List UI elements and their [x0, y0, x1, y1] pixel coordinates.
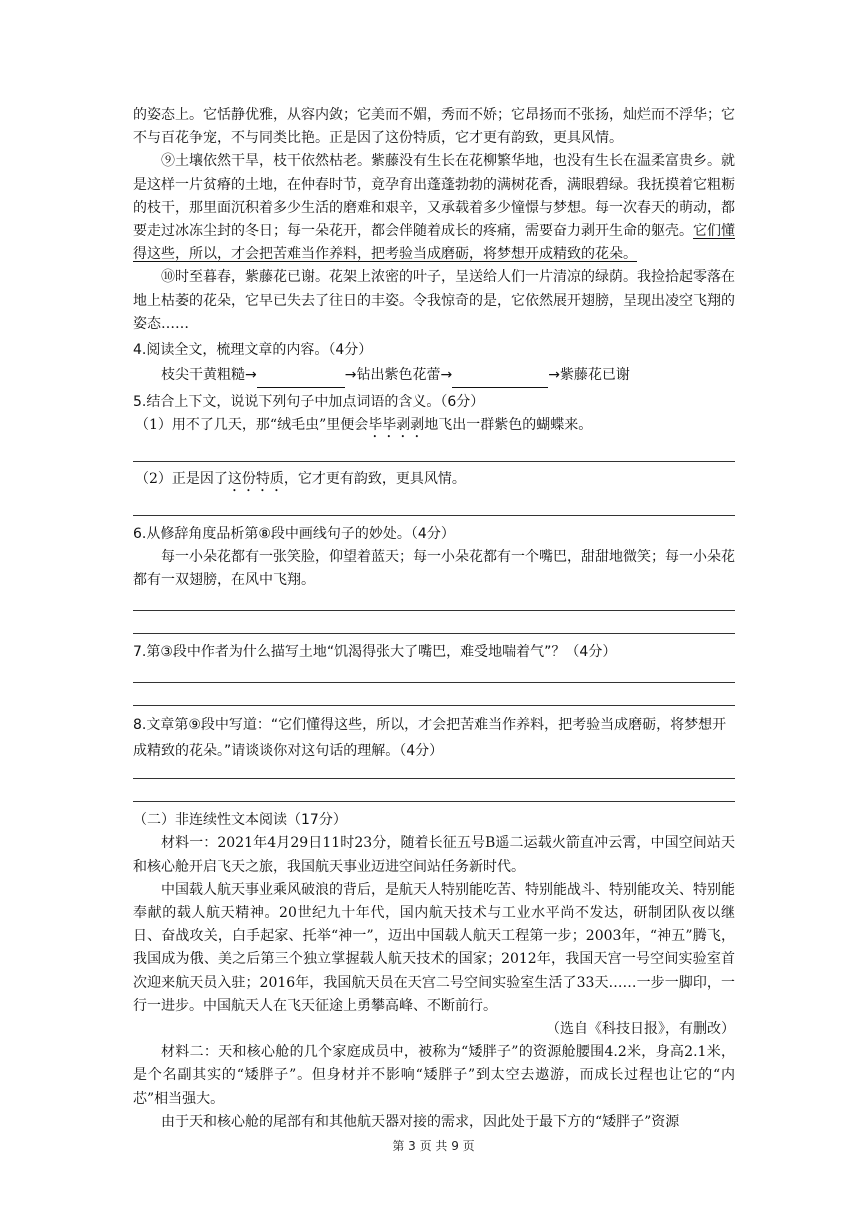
flow-step-3: 紫藤花已谢 — [559, 367, 630, 384]
question-5-2 — [133, 468, 735, 495]
answer-line[interactable] — [133, 764, 735, 779]
flow-step-2: 钻出紫色花蕾 — [356, 367, 441, 384]
question-4: 4.阅读全文，梳理文章的内容。（4分） — [133, 342, 373, 359]
material-2: 材料二：天和核心舱的几个家庭成员中，被称为“矮胖子”的资源舱腰围4.2米，身高2.1米，是个名副其实的“矮胖子”。但身材并不影响“矮胖子”到太空去遨游，而成长过程也让它的“内芯”相当强大。 — [133, 1044, 735, 1107]
page-content — [133, 104, 735, 1134]
answer-line[interactable] — [133, 664, 735, 683]
answer-line[interactable] — [133, 611, 735, 634]
question-6-quote: 每一小朵花都有一张笑脸，仰望着蓝天；每一小朵花都有一个嘴巴，甜甜地微笑；每一小朵花都有一双翅膀，在风中飞翔。 — [133, 549, 735, 589]
question-7: 7.第③段中作者为什么描写土地“饥渴得张大了嘴巴，难受地喘着气”？（4分） — [133, 644, 617, 661]
answer-line[interactable] — [133, 683, 735, 706]
answer-line[interactable] — [133, 441, 735, 462]
q5-2-dotted-word: 这份特质 — [227, 471, 284, 488]
flow-blank-1[interactable] — [257, 369, 345, 388]
material-1-body: 中国载人航天事业乘风破浪的背后，是航天人特别能吃苦、特别能战斗、特别能攻关、特别能奉献的载人航天精神。20世纪九十年代，国内航天技术与工业水平尚不发达，研制团队夜以继日、奋战攻关，白手起家、托举“神一”，迈出中国载人航天工程第一步；2003年，“神五”腾飞，我国成为俄、美之后第三个独立掌握载人航天技术的国家；2012年，我国天宫一号空间实验室首次迎来航天员入驻；2016年，我国航天员在天宫二号空间实验室生活了33天……一步一脚印，一行一进步。中国航天人在飞天征途上勇攀高峰、不断前行。 — [133, 881, 735, 1014]
material-2-body: 由于天和核心舱的尾部有和其他航天器对接的需求，因此处于最下方的“矮胖子”资源 — [161, 1113, 680, 1130]
section-2-title: （二）非连续性文本阅读（17分） — [133, 812, 347, 829]
content-flow-chart — [133, 362, 735, 388]
paragraph-8-end: 的姿态上。它恬静优雅，从容内敛；它美而不媚，秀而不娇；它昂扬而不张扬，灿烂而不浮华；它不与百花争宠，不与同类比艳。正是因了这份特质，它才更有韵致，更具风情。 — [133, 107, 735, 147]
paragraph-9-text: ⑨土壤依然干旱，枝干依然枯老。紫藤没有生长在花柳繁华地，也没有生长在温柔富贵乡。就是这样一片贫瘠的土地，在仲春时节，竟孕育出蓬蓬勃勃的满树花香，满眼碧绿。我抚摸着它粗粝的枝干，那里面沉积着多少生活的磨难和艰辛，又承载着多少憧憬与梦想。每一次春天的萌动，都要走过冰冻尘封的冬日；每一朵花开，都会伴随着成长的疼痛，需要奋力剥开生命的躯壳。 — [133, 153, 735, 240]
question-6: 6.从修辞角度品析第⑧段中画线句子的妙处。（4分） — [133, 526, 455, 543]
question-8: 8.文章第⑨段中写道：“它们懂得这些，所以，才会把苦难当作养料，把考验当成磨砺，将梦想开成精致的花朵。”请谈谈你对这句话的理解。（4分） — [133, 717, 727, 760]
answer-line[interactable] — [133, 592, 735, 611]
paragraph-10: ⑩时至暮春，紫藤花已谢。花架上浓密的叶子，呈送给人们一片清凉的绿荫。我捡拾起零落在地上枯萎的花朵，它早已失去了往日的丰姿。令我惊奇的是，它依然展开翅膀，呈现出凌空飞翔的姿态…… — [133, 269, 735, 332]
material-1-source: （选自《科技日报》，有删改） — [546, 1021, 735, 1038]
arrow-icon: → — [440, 367, 453, 384]
q5-1-dotted-word: 毕毕剥剥 — [368, 417, 425, 434]
flow-step-1: 枝尖干黄粗糙 — [161, 367, 245, 384]
answer-line[interactable] — [133, 779, 735, 802]
arrow-icon: → — [245, 367, 257, 384]
answer-line[interactable] — [133, 495, 735, 516]
question-5-1 — [133, 414, 735, 441]
q5-1-text: （1）用不了几天，那“绒毛虫”里便会 — [135, 417, 369, 434]
page-footer: 第 3 页 共 9 页 — [392, 1139, 475, 1153]
question-5: 5.结合上下文，说说下列句子中加点词语的含义。（6分） — [133, 394, 485, 411]
paragraph-9-underlined-sentence: 它们懂得这些，所以，才会把苦难当作养料，把考验当成磨砺，将梦想开成精致的花朵。 — [133, 223, 735, 263]
arrow-icon: → — [344, 367, 357, 384]
paragraph-9 — [133, 150, 735, 266]
arrow-icon: → — [548, 367, 560, 384]
material-1: 材料一：2021年4月29日11时23分，随着长征五号B遥二运载火箭直冲云霄，中国空间站天和核心舱开启飞天之旅，我国航天事业迈进空间站任务新时代。 — [133, 835, 735, 875]
q5-2-text: （2）正是因了 — [135, 471, 228, 488]
q5-2-text-end: ，它才更有韵致，更具风情。 — [283, 471, 466, 488]
flow-blank-2[interactable] — [452, 369, 548, 388]
q5-1-text-end: 地飞出一群紫色的蝴蝶来。 — [424, 417, 593, 434]
